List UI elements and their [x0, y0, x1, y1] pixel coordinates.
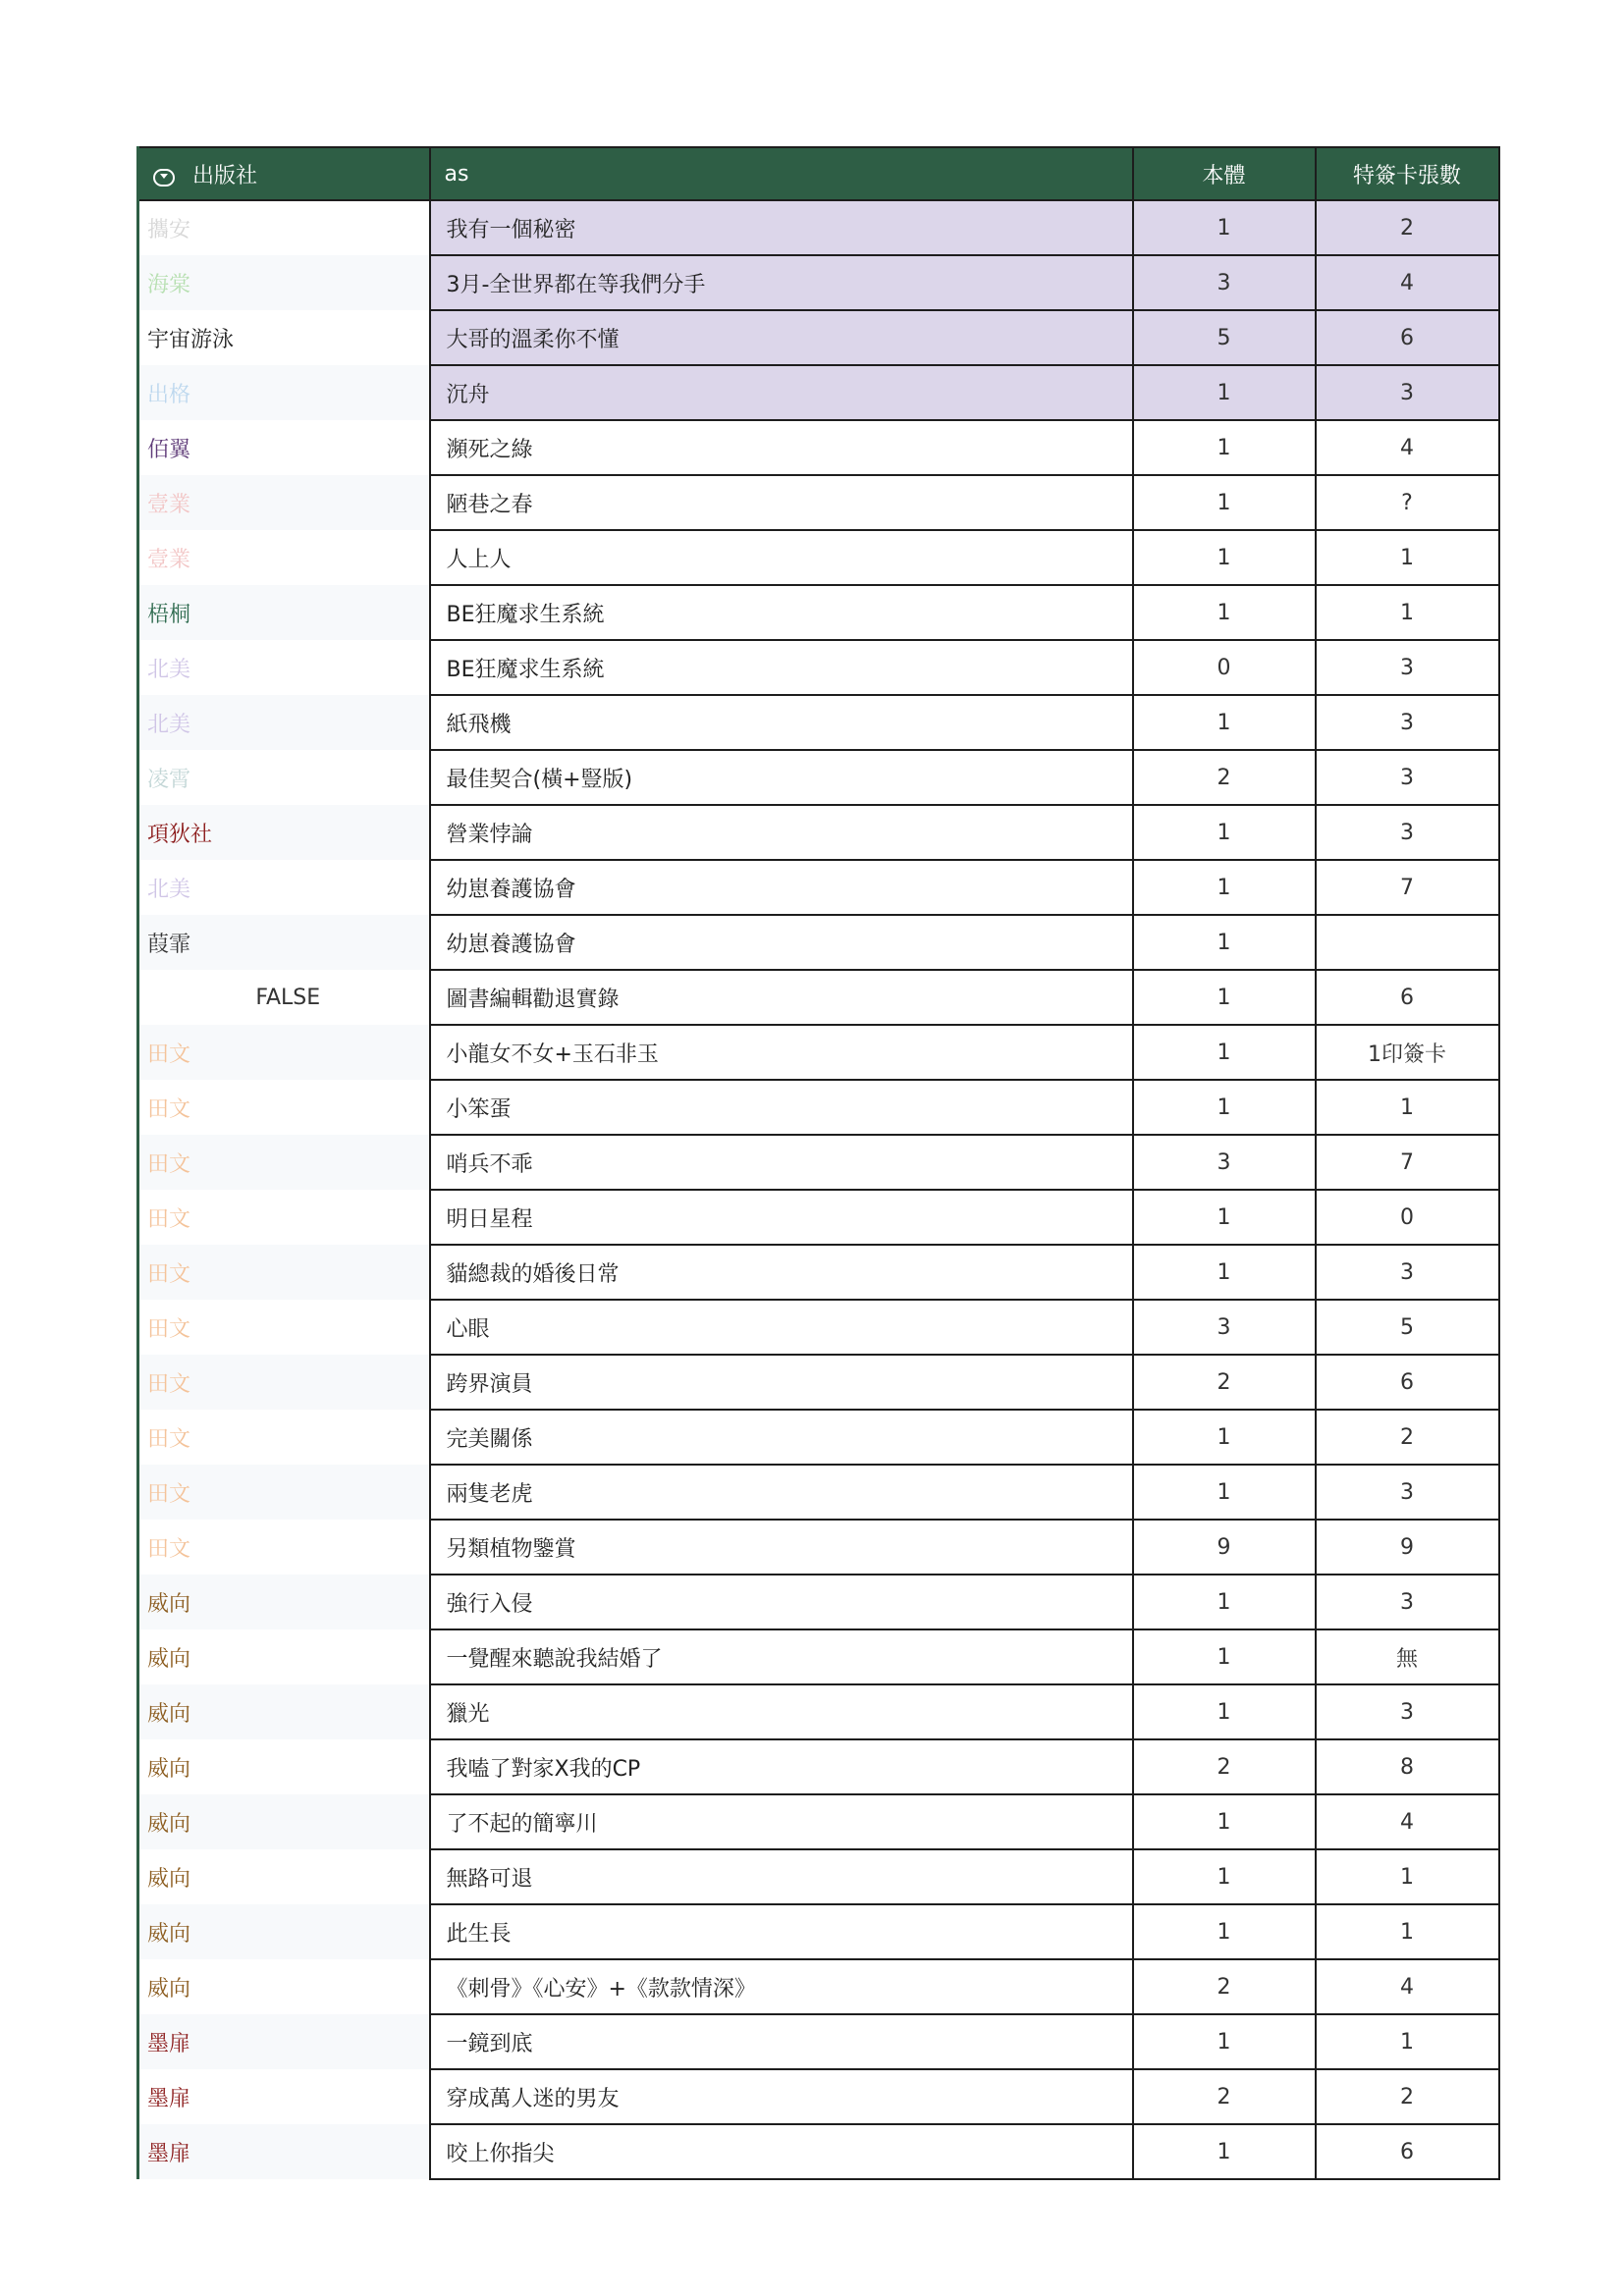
title-cell[interactable]: 營業悖論	[430, 805, 1133, 860]
cards-cell[interactable]: 1	[1316, 1080, 1499, 1135]
volumes-cell[interactable]: 2	[1133, 1355, 1316, 1410]
volumes-cell[interactable]: 1	[1133, 1080, 1316, 1135]
table-row	[138, 1080, 1499, 1135]
cards-cell[interactable]: 4	[1316, 1959, 1499, 2014]
cards-cell[interactable]: 6	[1316, 970, 1499, 1025]
volumes-cell[interactable]: 1	[1133, 805, 1316, 860]
title-cell[interactable]: 3月-全世界都在等我們分手	[430, 255, 1133, 310]
volumes-cell[interactable]: 1	[1133, 1849, 1316, 1904]
publisher-cell[interactable]: 田文	[138, 1245, 430, 1300]
volumes-cell[interactable]: 1	[1133, 1684, 1316, 1739]
cards-cell[interactable]: 無	[1316, 1629, 1499, 1684]
volumes-cell[interactable]: 3	[1133, 1300, 1316, 1355]
publisher-cell[interactable]: 田文	[138, 1355, 430, 1410]
table-row	[138, 860, 1499, 915]
publisher-cell[interactable]: 墨扉	[138, 2069, 430, 2124]
title-cell[interactable]: 一鏡到底	[430, 2014, 1133, 2069]
volumes-cell[interactable]: 1	[1133, 1904, 1316, 1959]
table-row	[138, 585, 1499, 640]
table-row	[138, 1025, 1499, 1080]
publisher-cell[interactable]: 田文	[138, 1135, 430, 1190]
table-row	[138, 805, 1499, 860]
publisher-cell[interactable]: 威向	[138, 1739, 430, 1794]
volumes-cell[interactable]: 1	[1133, 1190, 1316, 1245]
volumes-cell[interactable]: 1	[1133, 695, 1316, 750]
title-cell[interactable]: 陋巷之春	[430, 475, 1133, 530]
publisher-cell[interactable]: 威向	[138, 1684, 430, 1739]
title-cell[interactable]: 圖書編輯勸退實錄	[430, 970, 1133, 1025]
publisher-cell[interactable]: 威向	[138, 1575, 430, 1629]
title-cell[interactable]: 小笨蛋	[430, 1080, 1133, 1135]
publisher-cell[interactable]: 田文	[138, 1520, 430, 1575]
title-cell[interactable]: 我有一個秘密	[430, 200, 1133, 255]
publisher-cell[interactable]: 田文	[138, 1410, 430, 1465]
table-row	[138, 1355, 1499, 1410]
publisher-cell[interactable]: 田文	[138, 1465, 430, 1520]
table-row	[138, 475, 1499, 530]
cards-cell[interactable]: 3	[1316, 1465, 1499, 1520]
cards-cell[interactable]: 7	[1316, 860, 1499, 915]
title-cell[interactable]: 心眼	[430, 1300, 1133, 1355]
table-row	[138, 1135, 1499, 1190]
publisher-cell[interactable]: 北美	[138, 640, 430, 695]
volumes-cell[interactable]: 1	[1133, 970, 1316, 1025]
table-row	[138, 1300, 1499, 1355]
volumes-cell[interactable]: 1	[1133, 365, 1316, 420]
header-row	[138, 147, 1499, 200]
cards-cell[interactable]	[1316, 915, 1499, 970]
cards-cell[interactable]: 3	[1316, 365, 1499, 420]
title-cell[interactable]: 沉舟	[430, 365, 1133, 420]
volumes-cell[interactable]: 3	[1133, 1135, 1316, 1190]
table-row	[138, 915, 1499, 970]
table-row	[138, 1629, 1499, 1684]
table-row	[138, 1684, 1499, 1739]
publisher-cell[interactable]: 北美	[138, 860, 430, 915]
volumes-cell[interactable]: 1	[1133, 1245, 1316, 1300]
table-row	[138, 530, 1499, 585]
volumes-cell[interactable]: 5	[1133, 310, 1316, 365]
cards-cell[interactable]: 4	[1316, 420, 1499, 475]
table-row	[138, 1849, 1499, 1904]
cards-cell[interactable]: 4	[1316, 1794, 1499, 1849]
cards-column-header[interactable]	[1316, 147, 1499, 200]
publisher-cell[interactable]: 威向	[138, 1904, 430, 1959]
cards-cell[interactable]: 3	[1316, 1245, 1499, 1300]
volumes-cell[interactable]: 1	[1133, 200, 1316, 255]
publisher-cell[interactable]: 佰翼	[138, 420, 430, 475]
table-row	[138, 2069, 1499, 2124]
cards-header-label: 特簽卡張數	[1352, 163, 1461, 188]
cards-cell[interactable]: 0	[1316, 1190, 1499, 1245]
title-cell[interactable]: 咬上你指尖	[430, 2124, 1133, 2179]
publisher-cell[interactable]: 田文	[138, 1300, 430, 1355]
title-cell[interactable]: 《刺骨》《心安》+《款款情深》	[430, 1959, 1133, 2014]
table-row	[138, 1904, 1499, 1959]
cards-cell[interactable]: 8	[1316, 1739, 1499, 1794]
cards-cell[interactable]: 6	[1316, 2124, 1499, 2179]
table-row	[138, 255, 1499, 310]
volumes-cell[interactable]: 1	[1133, 1794, 1316, 1849]
publisher-cell[interactable]: 攜安	[138, 200, 430, 255]
table-row	[138, 1575, 1499, 1629]
table-row	[138, 2124, 1499, 2179]
table-row	[138, 1410, 1499, 1465]
title-cell[interactable]: 兩隻老虎	[430, 1465, 1133, 1520]
title-cell[interactable]: 哨兵不乖	[430, 1135, 1133, 1190]
table-row	[138, 695, 1499, 750]
publisher-cell[interactable]: 葭霏	[138, 915, 430, 970]
cards-cell[interactable]: 3	[1316, 640, 1499, 695]
publisher-cell[interactable]: 梧桐	[138, 585, 430, 640]
volumes-cell[interactable]: 2	[1133, 1959, 1316, 2014]
title-cell[interactable]: 強行入侵	[430, 1575, 1133, 1629]
volumes-column-header[interactable]	[1133, 147, 1316, 200]
title-header-label: as	[444, 161, 469, 187]
table-row	[138, 200, 1499, 255]
volumes-header-label: 本體	[1202, 163, 1246, 188]
title-cell[interactable]: 一覺醒來聽說我結婚了	[430, 1629, 1133, 1684]
volumes-cell[interactable]: 1	[1133, 1410, 1316, 1465]
volumes-cell[interactable]: 2	[1133, 750, 1316, 805]
volumes-cell[interactable]: 1	[1133, 1025, 1316, 1080]
publisher-cell[interactable]: 田文	[138, 1025, 430, 1080]
volumes-cell[interactable]: 1	[1133, 1575, 1316, 1629]
cards-cell[interactable]: 3	[1316, 1684, 1499, 1739]
table-row	[138, 310, 1499, 365]
cards-cell[interactable]: 7	[1316, 1135, 1499, 1190]
publisher-cell[interactable]: 北美	[138, 695, 430, 750]
publisher-cell[interactable]: 海棠	[138, 255, 430, 310]
volumes-cell[interactable]: 1	[1133, 1465, 1316, 1520]
title-cell[interactable]: 跨界演員	[430, 1355, 1133, 1410]
publisher-cell[interactable]: 墨扉	[138, 2014, 430, 2069]
volumes-cell[interactable]: 1	[1133, 585, 1316, 640]
table-row	[138, 750, 1499, 805]
title-cell[interactable]: 最佳契合(橫+豎版)	[430, 750, 1133, 805]
title-cell[interactable]: BE狂魔求生系統	[430, 585, 1133, 640]
cards-cell[interactable]: 3	[1316, 695, 1499, 750]
cards-cell[interactable]: 1	[1316, 2014, 1499, 2069]
cards-cell[interactable]: 1	[1316, 530, 1499, 585]
volumes-cell[interactable]: 1	[1133, 860, 1316, 915]
table-row	[138, 640, 1499, 695]
table-row	[138, 1959, 1499, 2014]
title-cell[interactable]: 幼崽養護協會	[430, 860, 1133, 915]
cards-cell[interactable]: 2	[1316, 2069, 1499, 2124]
publisher-header-label: 出版社	[192, 163, 258, 188]
publisher-cell[interactable]: 墨扉	[138, 2124, 430, 2179]
publisher-cell[interactable]: 出格	[138, 365, 430, 420]
publisher-cell[interactable]: 宇宙游泳	[138, 310, 430, 365]
title-cell[interactable]: 瀕死之綠	[430, 420, 1133, 475]
table-row	[138, 1190, 1499, 1245]
volumes-cell[interactable]: 1	[1133, 420, 1316, 475]
volumes-cell[interactable]: 1	[1133, 2124, 1316, 2179]
cards-cell[interactable]: 3	[1316, 805, 1499, 860]
cards-cell[interactable]: 2	[1316, 1410, 1499, 1465]
title-cell[interactable]: 我嗑了對家X我的CP	[430, 1739, 1133, 1794]
title-cell[interactable]: 小龍女不女+玉石非玉	[430, 1025, 1133, 1080]
volumes-cell[interactable]: 2	[1133, 2069, 1316, 2124]
book-table	[136, 146, 1500, 2180]
volumes-cell[interactable]: 1	[1133, 530, 1316, 585]
publisher-cell[interactable]: 田文	[138, 1190, 430, 1245]
title-cell[interactable]: 獵光	[430, 1684, 1133, 1739]
cards-cell[interactable]: 6	[1316, 1355, 1499, 1410]
publisher-cell[interactable]: 凌霄	[138, 750, 430, 805]
table-row	[138, 365, 1499, 420]
publisher-cell[interactable]: 壹業	[138, 475, 430, 530]
table-row	[138, 1465, 1499, 1520]
publisher-column-header[interactable]	[138, 147, 430, 200]
title-cell[interactable]: 明日星程	[430, 1190, 1133, 1245]
cards-cell[interactable]: 1印簽卡	[1316, 1025, 1499, 1080]
publisher-cell[interactable]: 威向	[138, 1794, 430, 1849]
volumes-cell[interactable]: 2	[1133, 1739, 1316, 1794]
title-cell[interactable]: 無路可退	[430, 1849, 1133, 1904]
publisher-cell[interactable]: 威向	[138, 1959, 430, 2014]
cards-cell[interactable]: 3	[1316, 750, 1499, 805]
title-cell[interactable]: 此生長	[430, 1904, 1133, 1959]
cards-cell[interactable]: 6	[1316, 310, 1499, 365]
table-row	[138, 420, 1499, 475]
cards-cell[interactable]: 1	[1316, 1849, 1499, 1904]
title-cell[interactable]: 大哥的溫柔你不懂	[430, 310, 1133, 365]
volumes-cell[interactable]: 0	[1133, 640, 1316, 695]
table-row	[138, 1739, 1499, 1794]
volumes-cell[interactable]: 1	[1133, 475, 1316, 530]
volumes-cell[interactable]: 9	[1133, 1520, 1316, 1575]
publisher-cell[interactable]: 威向	[138, 1629, 430, 1684]
table-row	[138, 970, 1499, 1025]
title-cell[interactable]: 穿成萬人迷的男友	[430, 2069, 1133, 2124]
publisher-cell[interactable]: FALSE	[138, 970, 430, 1025]
filter-dropdown-icon[interactable]	[153, 169, 175, 187]
title-cell[interactable]: 了不起的簡寧川	[430, 1794, 1133, 1849]
volumes-cell[interactable]: 1	[1133, 1629, 1316, 1684]
table-row	[138, 2014, 1499, 2069]
volumes-cell[interactable]: 1	[1133, 915, 1316, 970]
title-cell[interactable]: 人上人	[430, 530, 1133, 585]
cards-cell[interactable]: 9	[1316, 1520, 1499, 1575]
cards-cell[interactable]: 1	[1316, 1904, 1499, 1959]
cards-cell[interactable]: 5	[1316, 1300, 1499, 1355]
table-row	[138, 1794, 1499, 1849]
volumes-cell[interactable]: 3	[1133, 255, 1316, 310]
title-column-header[interactable]	[430, 147, 1133, 200]
cards-cell[interactable]: 2	[1316, 200, 1499, 255]
title-cell[interactable]: BE狂魔求生系統	[430, 640, 1133, 695]
title-cell[interactable]: 紙飛機	[430, 695, 1133, 750]
cards-cell[interactable]: 3	[1316, 1575, 1499, 1629]
publisher-cell[interactable]: 項狄社	[138, 805, 430, 860]
table-row	[138, 1245, 1499, 1300]
title-cell[interactable]: 幼崽養護協會	[430, 915, 1133, 970]
publisher-cell[interactable]: 壹業	[138, 530, 430, 585]
volumes-cell[interactable]: 1	[1133, 2014, 1316, 2069]
publisher-cell[interactable]: 田文	[138, 1080, 430, 1135]
cards-cell[interactable]: 1	[1316, 585, 1499, 640]
title-cell[interactable]: 另類植物鑒賞	[430, 1520, 1133, 1575]
cards-cell[interactable]: ?	[1316, 475, 1499, 530]
title-cell[interactable]: 貓總裁的婚後日常	[430, 1245, 1133, 1300]
table-row	[138, 1520, 1499, 1575]
publisher-cell[interactable]: 威向	[138, 1849, 430, 1904]
cards-cell[interactable]: 4	[1316, 255, 1499, 310]
title-cell[interactable]: 完美關係	[430, 1410, 1133, 1465]
